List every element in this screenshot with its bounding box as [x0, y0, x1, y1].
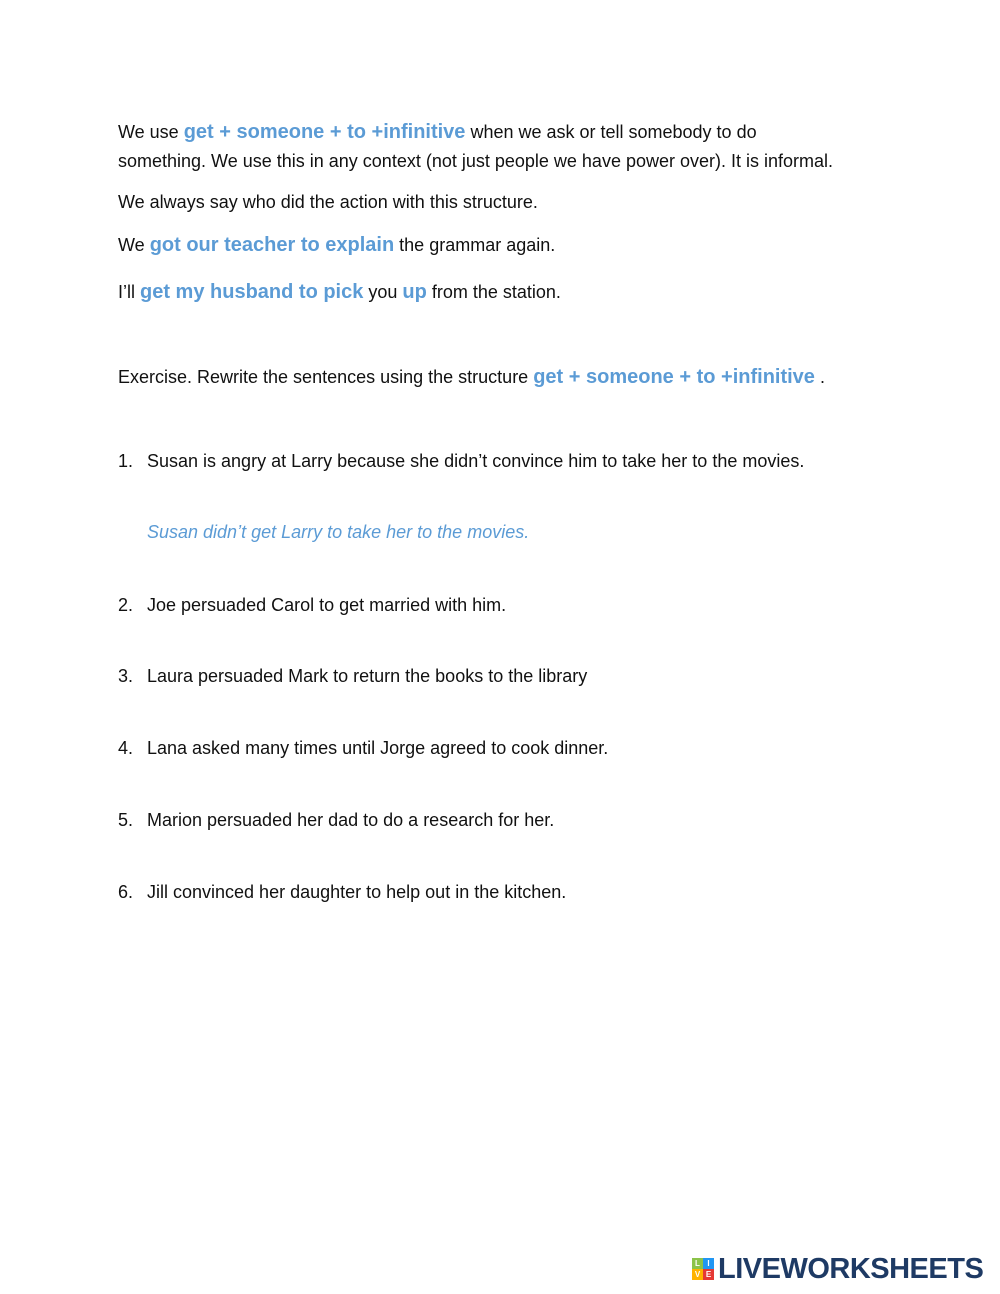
- item-number: 3.: [118, 666, 134, 686]
- item-text: Joe persuaded Carol to get married with him.: [147, 595, 507, 615]
- exercise-instruction: [118, 365, 825, 389]
- example-1-highlight: got our teacher to explain: [149, 234, 395, 256]
- example-1-post: the grammar again.: [394, 235, 556, 255]
- logo-mark-icon: L I V E: [692, 1258, 714, 1280]
- item-text: Marion persuaded her dad to do a research for her.: [147, 810, 555, 830]
- intro-line-3: We always say who did the action with this structure.: [118, 192, 538, 212]
- item-number: 4.: [118, 738, 134, 758]
- item-text: Jill convinced her daughter to help out in the kitchen.: [147, 882, 567, 902]
- exercise-post: .: [814, 367, 825, 387]
- example-2-highlight: get my husband to pick: [140, 281, 364, 303]
- list-item-1: [118, 451, 804, 472]
- list-item-2: [118, 595, 506, 616]
- item-text: Lana asked many times until Jorge agreed to cook dinner.: [147, 738, 609, 758]
- list-item-5: [118, 810, 554, 831]
- example-1: [118, 233, 555, 257]
- item-number: 1.: [118, 451, 134, 471]
- logo-text: LIVEWORKSHEETS: [718, 1252, 984, 1285]
- exercise-structure: get + someone + to +infinitive: [533, 366, 815, 388]
- item-number: 6.: [118, 882, 134, 902]
- example-1-pre: We: [118, 235, 150, 255]
- answer-example: Susan didn’t get Larry to take her to the movies.: [147, 522, 530, 542]
- example-2-highlight-2: up: [402, 281, 427, 303]
- example-2-post: from the station.: [426, 282, 561, 302]
- list-item-3: [118, 666, 587, 687]
- item-number: 5.: [118, 810, 134, 830]
- list-item-6: [118, 882, 566, 903]
- intro-line-2: something. We use this in any context (not just people we have power over). It is informal.: [118, 151, 834, 171]
- item-text: Susan is angry at Larry because she didn’t convince him to take her to the movies.: [147, 451, 805, 471]
- example-2-pre: I’ll: [118, 282, 140, 302]
- example-2-mid: you: [363, 282, 403, 302]
- exercise-pre: Exercise. Rewrite the sentences using the structure: [118, 367, 534, 387]
- list-item-4: [118, 738, 608, 759]
- example-2: [118, 280, 561, 304]
- intro-line-1: [118, 120, 757, 144]
- intro-line-1-post: when we ask or tell somebody to do: [465, 122, 757, 142]
- liveworksheets-logo: [692, 1252, 983, 1286]
- item-number: 2.: [118, 595, 134, 615]
- intro-line-1-pre: We use: [118, 122, 184, 142]
- item-text: Laura persuaded Mark to return the books to the library: [147, 666, 588, 686]
- structure-highlight: get + someone + to +infinitive: [183, 121, 466, 143]
